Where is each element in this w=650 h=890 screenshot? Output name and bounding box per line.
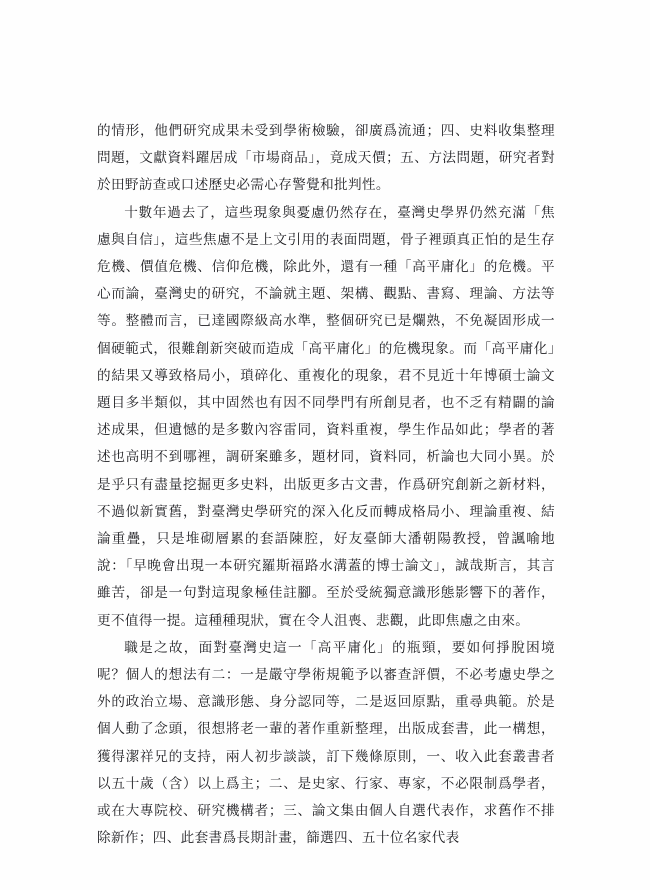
page-text-body — [97, 118, 555, 852]
paragraph-3: 職是之故，面對臺灣史這一「高平庸化」的瓶頸，要如何掙脫困境呢？個人的想法有二：一是嚴守學術規範予以審查評價，不必考慮史學之外的政治立場、意識形態、身分認同等，二是返回原點，重尋典範。於是個人動了念頭，很想將老一輩的著作重新整理，出版成套書，此一構想，獲得潔祥兄的支持，兩人初步談談，訂下幾條原則，一、收入此套叢書者以五十歲（含）以上爲主；二、是史家、行家、專家，不必限制爲學者，或在大專院校、研究機構者；三、論文集由個人自選代表作，求舊作不排除新作；四、此套書爲長期計畫，篩選四、五十位名家代表 — [97, 639, 555, 847]
paragraph-2: 十數年過去了，這些現象與憂慮仍然存在，臺灣史學界仍然充滿「焦慮與自信」，這些焦慮不是上文引用的表面問題，骨子裡頭真正怕的是生存危機、價值危機、信仰危機，除此外，還有一種「高平庸化」的危機。平心而論，臺灣史的研究，不論就主題、架構、觀點、書寫、理論、方法等等。整體而言，已達國際級高水準，整個研究已是爛熟，不免凝固形成一個硬範式，很難創新突破而造成「高平庸化」的危機現象。而「高平庸化」的結果又導致格局小，瑣碎化、重複化的現象，君不見近十年博碩士論文題目多半類似，其中固然也有因不同學門有所創見者，也不乏有精闢的論述成果，但遺憾的是多數內容雷同，資料重複，學生作品如此；學者的著述也高明不到哪裡，調研案雖多，題材同，資料同，析論也大同小異。於是乎只有盡量挖掘更多史料，出版更多古文書，作爲研究創新之新材料，不過似新實舊，對臺灣史學研究的深入化反而轉成格局小、理論重複、結論重疊，只是堆砌層累的套語陳腔，好友臺師大潘朝陽教授，曾諷喻地說：「早晚會出現一本研究羅斯福路水溝蓋的博士論文」，誠哉斯言，其言雖苦，卻是一句對這現象極佳註腳。至於受統獨意識形態影響下的著作，更不值得一提。這種種現狀，實在令人沮喪、悲觀，此即焦慮之由來。 — [97, 204, 555, 629]
paragraph-1: 的情形，他們研究成果未受到學術檢驗，卻廣爲流通；四、史料收集整理問題，文獻資料躍居成「市場商品」，竟成天價；五、方法問題，研究者對於田野訪查或口述歷史必需心存警覺和批判性。 — [97, 123, 555, 194]
